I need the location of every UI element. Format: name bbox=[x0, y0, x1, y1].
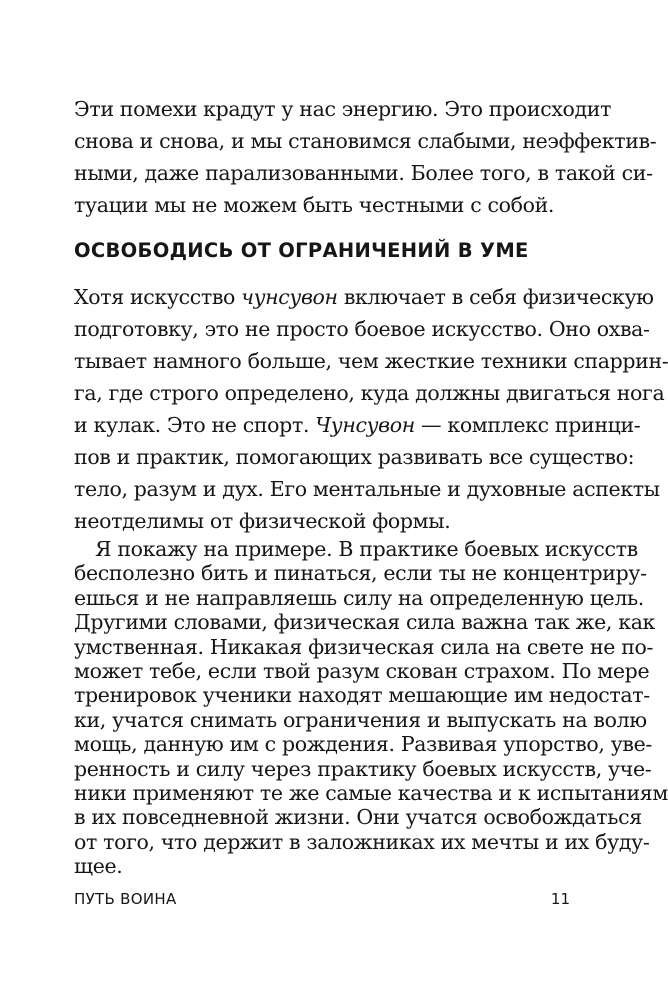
paragraph-3-line-13: от того, что держит в заложниках их мечты и их буду- bbox=[74, 829, 650, 854]
term-chunsuvon-2: Чунсувон bbox=[315, 413, 415, 437]
paragraph-3-line-6: может тебе, если твой разум скован страхом. По мере bbox=[74, 659, 650, 683]
page-number: 11 bbox=[550, 890, 570, 908]
term-chunsuvon: чунсувон bbox=[241, 285, 338, 309]
paragraph-3-line-8: ки, учатся снимать ограничения и выпускать на волю bbox=[74, 707, 647, 732]
paragraph-3-line-5: умственная. Никакая физическая сила на свете не по- bbox=[74, 634, 654, 659]
paragraph-2-line-4: га, где строго определено, куда должны двигаться нога bbox=[74, 381, 665, 405]
running-title: ПУТЬ ВОИНА bbox=[74, 890, 177, 908]
paragraph-2-line-1-start: Хотя искусство bbox=[74, 285, 242, 309]
paragraph-1-line-1: Эти помехи крадут у нас энергию. Это происходит bbox=[74, 97, 612, 121]
paragraph-3-line-11: ники применяют те же самые качества и к испытаниям bbox=[74, 781, 668, 805]
paragraph-2-line-5 bbox=[74, 409, 641, 441]
paragraph-2-line-3: тывает намного больше, чем жесткие техники спаррин- bbox=[74, 349, 668, 373]
paragraph-3-line-14: щее. bbox=[74, 854, 123, 879]
paragraph-3-line-12: в их повседневной жизни. Они учатся освобождаться bbox=[74, 805, 642, 830]
paragraph-2-line-5-end: — комплекс принци- bbox=[414, 413, 641, 437]
paragraph-1-line-4: туации мы не можем быть честными с собой. bbox=[74, 193, 555, 217]
paragraph-1-line-3: ными, даже парализованными. Более того, в такой си- bbox=[74, 161, 653, 185]
paragraph-2-line-2: подготовку, это не просто боевое искусство. Оно охва- bbox=[74, 317, 650, 341]
paragraph-2-line-1 bbox=[74, 281, 654, 313]
paragraph-3-line-10: ренность и силу через практику боевых искусств, уче- bbox=[74, 756, 652, 781]
paragraph-3-line-3: ешься и не направляешь силу на определенную цель. bbox=[74, 585, 644, 610]
paragraph-2-line-1-end: включает в себя физическую bbox=[337, 285, 654, 309]
paragraph-3-line-7: тренировок ученики находят мешающие им недостат- bbox=[74, 683, 650, 708]
paragraph-2-line-8: неотделимы от физической формы. bbox=[74, 509, 451, 533]
paragraph-2-line-7: тело, разум и дух. Его ментальные и духовные аспекты bbox=[74, 477, 660, 501]
section-heading: ОСВОБОДИСЬ ОТ ОГРАНИЧЕНИЙ В УМЕ bbox=[74, 239, 529, 262]
paragraph-2-line-6: пов и практик, помогающих развивать все существо: bbox=[74, 445, 635, 469]
paragraph-3-line-4: Другими словами, физическая сила важна так же, как bbox=[74, 610, 656, 635]
paragraph-3-line-9: мощь, данную им с рождения. Развивая упорство, уве- bbox=[74, 732, 652, 757]
paragraph-3-line-1: Я покажу на примере. В практике боевых искусств bbox=[95, 537, 638, 561]
paragraph-1-line-2: снова и снова, и мы становимся слабыми, неэффектив- bbox=[74, 129, 657, 153]
paragraph-3-line-2: бесполезно бить и пинаться, если ты не концентриру- bbox=[74, 561, 647, 586]
paragraph-2-line-5-start: и кулак. Это не спорт. bbox=[74, 413, 316, 437]
